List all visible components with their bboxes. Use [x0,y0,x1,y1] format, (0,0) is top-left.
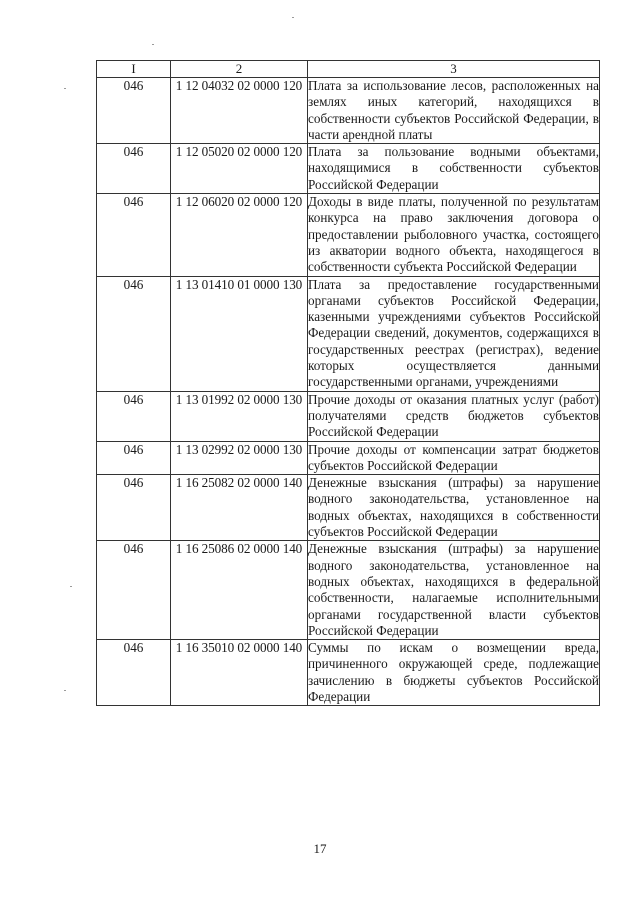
scan-speck [292,17,294,18]
revenue-codes-table [96,60,600,706]
table-row [97,441,600,475]
revenue-code-cell: 1 16 25082 02 0000 140 [171,475,308,541]
description-cell: Денежные взыскания (штрафы) за нарушение водного законодательства, установленное на водных объектах, находящихся в собственности субъектов Российской Федерации [308,475,599,540]
table-row [97,194,600,276]
column-header-admin: I [97,61,171,78]
revenue-code-cell: 1 13 02992 02 0000 130 [171,441,308,475]
description-cell: Денежные взыскания (штрафы) за нарушение водного законодательства, установленное на водных объектах, находящихся в федеральной собственности, налагаемые исполнительными органами государственной власти субъектов Российской Федерации [308,541,599,638]
description-cell: Прочие доходы от оказания платных услуг (работ) получателями средств бюджетов субъектов Российской Федерации [308,391,599,440]
table-row [97,78,600,144]
table-row [97,391,600,441]
table-row [97,541,600,640]
revenue-code-cell: 1 13 01410 01 0000 130 [171,276,308,391]
description-cell: Суммы по искам о возмещении вреда, причиненного окружающей среде, подлежащие зачислению в бюджеты субъектов Российской Федерации [308,640,599,704]
description-cell: Прочие доходы от компенсации затрат бюджетов субъектов Российской Федерации [308,441,599,473]
column-header-code: 2 [171,61,308,78]
page-number: 17 [313,841,327,856]
admin-code-cell: 046 [97,276,171,391]
scan-speck [64,88,66,89]
admin-code-cell: 046 [97,541,171,640]
table-row [97,144,600,194]
scan-speck [152,44,154,45]
column-header-description: 3 [308,61,600,78]
revenue-code-cell: 1 12 05020 02 0000 120 [171,144,308,194]
admin-code-cell: 046 [97,144,171,194]
table-row [97,475,600,541]
admin-code-cell: 046 [97,194,171,276]
description-cell: Плата за предоставление государственными органами субъектов Российской Федерации, казенными учреждениями субъектов Российской Федерации сведений, документов, содержащихся в государственных реестрах (регистрах), ведение которых осуществляется данными государственными органами, учреждениями [308,276,599,390]
description-cell: Плата за использование лесов, расположенных на землях иных категорий, находящихся в собственности субъектов Российской Федерации, в части арендной платы [308,78,599,142]
revenue-code-cell: 1 16 35010 02 0000 140 [171,640,308,706]
description-cell: Плата за пользование водными объектами, находящимися в собственности субъектов Российской Федерации [308,144,599,192]
admin-code-cell: 046 [97,475,171,541]
revenue-code-cell: 1 13 01992 02 0000 130 [171,391,308,441]
admin-code-cell: 046 [97,391,171,441]
scan-speck [64,690,66,691]
admin-code-cell: 046 [97,78,171,144]
scan-speck [70,586,72,587]
revenue-code-cell: 1 12 04032 02 0000 120 [171,78,308,144]
admin-code-cell: 046 [97,640,171,706]
revenue-code-cell: 1 16 25086 02 0000 140 [171,541,308,640]
revenue-code-cell: 1 12 06020 02 0000 120 [171,194,308,276]
table-header-row [97,61,600,78]
description-cell: Доходы в виде платы, полученной по результатам конкурса на право заключения договора о предоставлении рыболовного участка, состоящего из акватории водного объекта, находящегося в собственности субъекта Российской Федерации [308,194,599,275]
table-row [97,640,600,706]
table-row [97,276,600,391]
admin-code-cell: 046 [97,441,171,475]
